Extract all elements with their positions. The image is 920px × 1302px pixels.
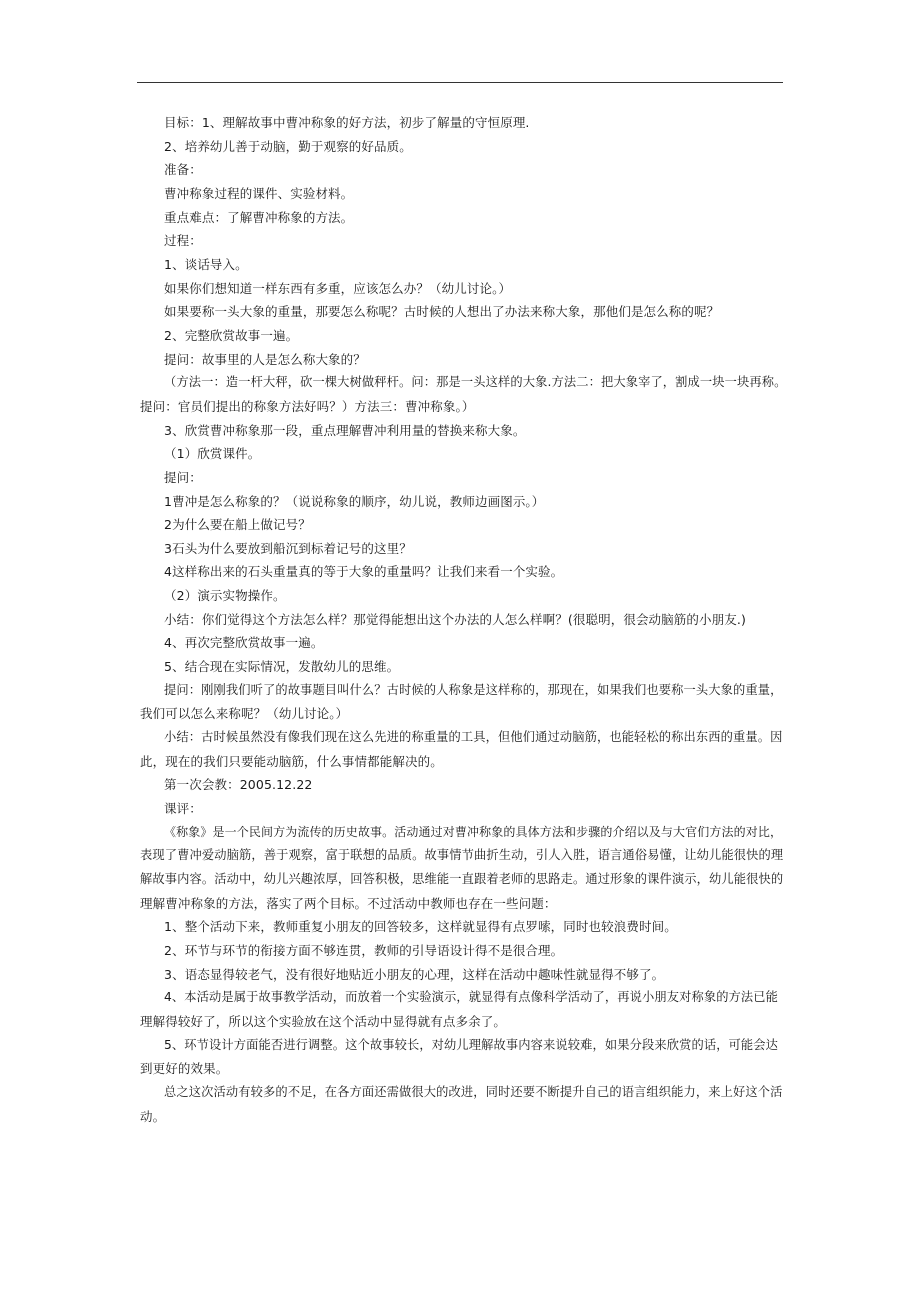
step-1-title: 1、谈话导入。: [164, 256, 248, 272]
step-3-title: 3、欣赏曹冲称象那一段，重点理解曹冲利用量的替换来称大象。: [164, 422, 526, 438]
issue-3: 3、语态显得较老气，没有很好地贴近小朋友的心理，这样在活动中趣味性就显得不够了。: [164, 966, 665, 982]
summary-1: 小结：你们觉得这个方法怎么样？那觉得能想出这个办法的人怎么样啊？(很聪明，很会动脑筋的小朋友.): [164, 611, 746, 627]
step-1-question-2: 如果要称一头大象的重量，那要怎么称呢？古时候的人想出了办法来称大象，那他们是怎么称的呢？: [164, 304, 720, 320]
sub-step-1: （1）欣赏课件。: [164, 446, 261, 462]
issue-5-line-2: 到更好的效果。: [140, 1061, 229, 1077]
step-5-question-line-1: 提问：刚刚我们听了的故事题目叫什么？古时候的人称象是这样称的，那现在，如果我们也要称一头大象的重量，: [164, 682, 783, 697]
issue-4-line-1: 4、本活动是属于故事教学活动，而放着一个实验演示，就显得有点像科学活动了，再说小朋友对称象的方法已能: [164, 990, 779, 1005]
step-5-question-line-2: 我们可以怎么来称呢？（幼儿讨论。）: [140, 706, 349, 722]
summary-2-line-1: 小结：古时候虽然没有像我们现在这么先进的称重量的工具，但他们通过动脑筋，也能轻松的称出东西的重量。因: [164, 730, 783, 745]
step-2-question: 提问：故事里的人是怎么称大象的？: [164, 351, 366, 367]
prep-heading: 准备：: [164, 162, 202, 178]
step-5-title: 5、结合现在实际情况，发散幼儿的思维。: [164, 659, 400, 675]
review-para-line-3: 解故事内容。活动中，幼儿兴趣浓厚，回答积极，思维能一直跟着老师的思路走。通过形象的课件演示，幼儿能很快的: [140, 872, 784, 886]
question-4: 4这样称出来的石头重量真的等于大象的重量吗？让我们来看一个实验。: [164, 564, 564, 580]
issue-2: 2、环节与环节的衔接方面不够连贯，教师的引导语设计得不是很合理。: [164, 942, 564, 958]
document-body: [140, 111, 788, 1128]
question-3: 3石头为什么要放到船沉到标着记号的这里？: [164, 540, 412, 556]
issue-1: 1、整个活动下来，教师重复小朋友的回答较多，这样就显得有点罗嗦，同时也较浪费时间。: [164, 919, 677, 935]
step-2-title: 2、完整欣赏故事一遍。: [164, 327, 299, 343]
review-para-line-2: 表现了曹冲爱动脑筋，善于观察，富于联想的品质。故事情节曲折生动，引人入胜，语言通俗易懂，让幼儿能很快的理: [140, 848, 784, 863]
review-para-line-4: 理解曹冲称象的方法，落实了两个目标。不过活动中教师也存在一些问题：: [140, 895, 557, 911]
goal-line-2: 2、培养幼儿善于动脑，勤于观察的好品质。: [164, 138, 412, 154]
methods-line-1: （方法一：造一杆大秤，砍一棵大树做秤杆。问：那是一头这样的大象.方法二：把大象宰了，割成一块一块再称。: [164, 375, 787, 390]
summary-2-line-2: 此，现在的我们只要能动脑筋，什么事情都能解决的。: [140, 753, 443, 769]
step-1-question-1: 如果你们想知道一样东西有多重，应该怎么办？（幼儿讨论。）: [164, 280, 512, 296]
step-4-title: 4、再次完整欣赏故事一遍。: [164, 635, 324, 651]
question-heading: 提问：: [164, 469, 202, 485]
question-2: 2为什么要在船上做记号？: [164, 517, 311, 533]
methods-line-2: 提问：官员们提出的称象方法好吗？）方法三：曹冲称象。）: [140, 398, 475, 414]
process-heading: 过程：: [164, 233, 202, 249]
issue-4-line-2: 理解得较好了，所以这个实验放在这个活动中显得就有点多余了。: [140, 1013, 506, 1029]
review-para-line-1: 《称象》是一个民间方为流传的历史故事。活动通过对曹冲称象的具体方法和步骤的介绍以及与大官们方法的对比，: [164, 824, 783, 839]
question-1: 1曹冲是怎么称象的？（说说称象的顺序，幼儿说，教师边画图示。）: [164, 493, 545, 509]
conclusion-line-2: 动。: [140, 1108, 166, 1124]
sub-step-2: （2）演示实物操作。: [164, 588, 286, 604]
teaching-date: 第一次会教：2005.12.22: [164, 777, 313, 793]
prep-materials: 曹冲称象过程的课件、实验材料。: [164, 185, 354, 201]
conclusion-line-1: 总之这次活动有较多的不足，在各方面还需做很大的改进，同时还要不断提升自己的语言组织能力，来上好这个活: [164, 1084, 783, 1099]
goal-line-1: 目标：1、理解故事中曹冲称象的好方法，初步了解量的守恒原理.: [164, 115, 530, 130]
key-points: 重点难点：了解曹冲称象的方法。: [164, 209, 354, 225]
issue-5-line-1: 5、环节设计方面能否进行调整。这个故事较长，对幼儿理解故事内容来说较难，如果分段来欣赏的话，可能会达: [164, 1037, 779, 1052]
review-heading: 课评：: [164, 801, 202, 817]
header-rule: [137, 82, 783, 83]
